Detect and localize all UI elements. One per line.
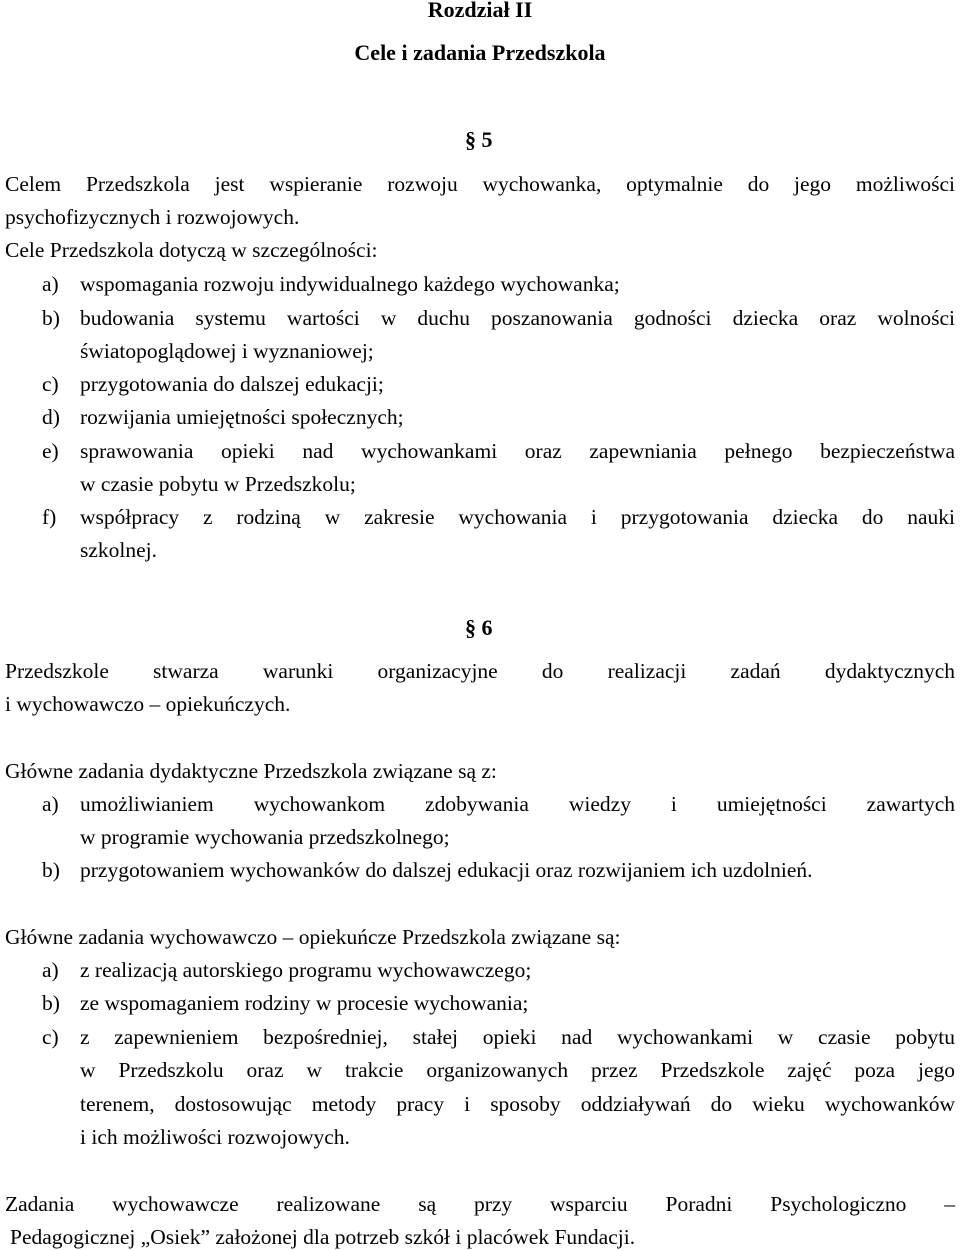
list-item-continuation: terenem, dostosowując metody pracy i sposoby oddziaływań do wieku wychowanków [80,1092,955,1116]
list-item-continuation: w Przedszkolu oraz w trakcie organizowanych przez Przedszkole zajęć poza jego [80,1058,955,1082]
list-item-text: umożliwianiem wychowankom zdobywania wiedzy i umiejętności zawartych [80,792,955,816]
list-item-label: b) [42,991,60,1015]
chapter-title: Rozdział II [427,0,533,22]
list-item-label: c) [42,372,59,396]
list-item-label: e) [42,439,59,463]
section-5-intro-line: Celem Przedszkola jest wspieranie rozwoju wychowanka, optymalnie do jego możliwości [5,172,955,196]
list-item-text: przygotowania do dalszej edukacji; [80,372,384,396]
list-item-text: z realizacją autorskiego programu wychowawczego; [80,958,532,982]
care-tasks-intro: Główne zadania wychowawczo – opiekuńcze Przedszkola związane są: [5,925,621,949]
list-item-label: a) [42,272,59,296]
list-item-label: a) [42,792,59,816]
list-item-text: rozwijania umiejętności społecznych; [80,405,404,429]
list-item-text: wspomagania rozwoju indywidualnego każdego wychowanka; [80,272,620,296]
list-item-label: d) [42,405,60,429]
section-6-intro-line: i wychowawczo – opiekuńczych. [5,692,291,716]
section-5-number: § 5 [465,127,493,152]
list-item-continuation: i ich możliwości rozwojowych. [80,1125,350,1149]
section-5-intro-line: psychofizycznych i rozwojowych. [5,205,300,229]
list-item-continuation: światopoglądowej i wyznaniowej; [80,339,374,363]
list-item-text: ze wspomaganiem rodziny w procesie wychowania; [80,991,529,1015]
list-item-text: z zapewnieniem bezpośredniej, stałej opieki nad wychowankami w czasie pobytu [80,1025,955,1049]
didactic-tasks-intro: Główne zadania dydaktyczne Przedszkola związane są z: [5,759,497,783]
list-item-label: c) [42,1025,59,1049]
section-6-number: § 6 [465,615,493,640]
list-item-text: współpracy z rodziną w zakresie wychowania i przygotowania dziecka do nauki [80,505,955,529]
list-item-continuation: w programie wychowania przedszkolnego; [80,825,450,849]
list-item-continuation: szkolnej. [80,538,158,562]
list-item-text: przygotowaniem wychowanków do dalszej edukacji oraz rozwijaniem ich uzdolnień. [80,858,813,882]
section-5-goals-intro: Cele Przedszkola dotyczą w szczególności: [5,238,378,262]
list-item-text: budowania systemu wartości w duchu poszanowania godności dziecka oraz wolności [80,306,955,330]
list-item-label: f) [42,505,57,529]
list-item-label: a) [42,958,59,982]
chapter-subtitle: Cele i zadania Przedszkola [354,40,606,65]
closing-line: Pedagogicznej „Osiek” założonej dla potrzeb szkół i placówek Fundacji. [10,1225,636,1249]
closing-line: Zadania wychowawcze realizowane są przy wsparciu Poradni Psychologiczno – [5,1192,955,1216]
list-item-label: b) [42,858,60,882]
list-item-text: sprawowania opieki nad wychowankami oraz zapewniania pełnego bezpieczeństwa [80,439,955,463]
section-6-intro-line: Przedszkole stwarza warunki organizacyjne do realizacji zadań dydaktycznych [5,659,955,683]
list-item-continuation: w czasie pobytu w Przedszkolu; [80,472,356,496]
list-item-label: b) [42,306,60,330]
